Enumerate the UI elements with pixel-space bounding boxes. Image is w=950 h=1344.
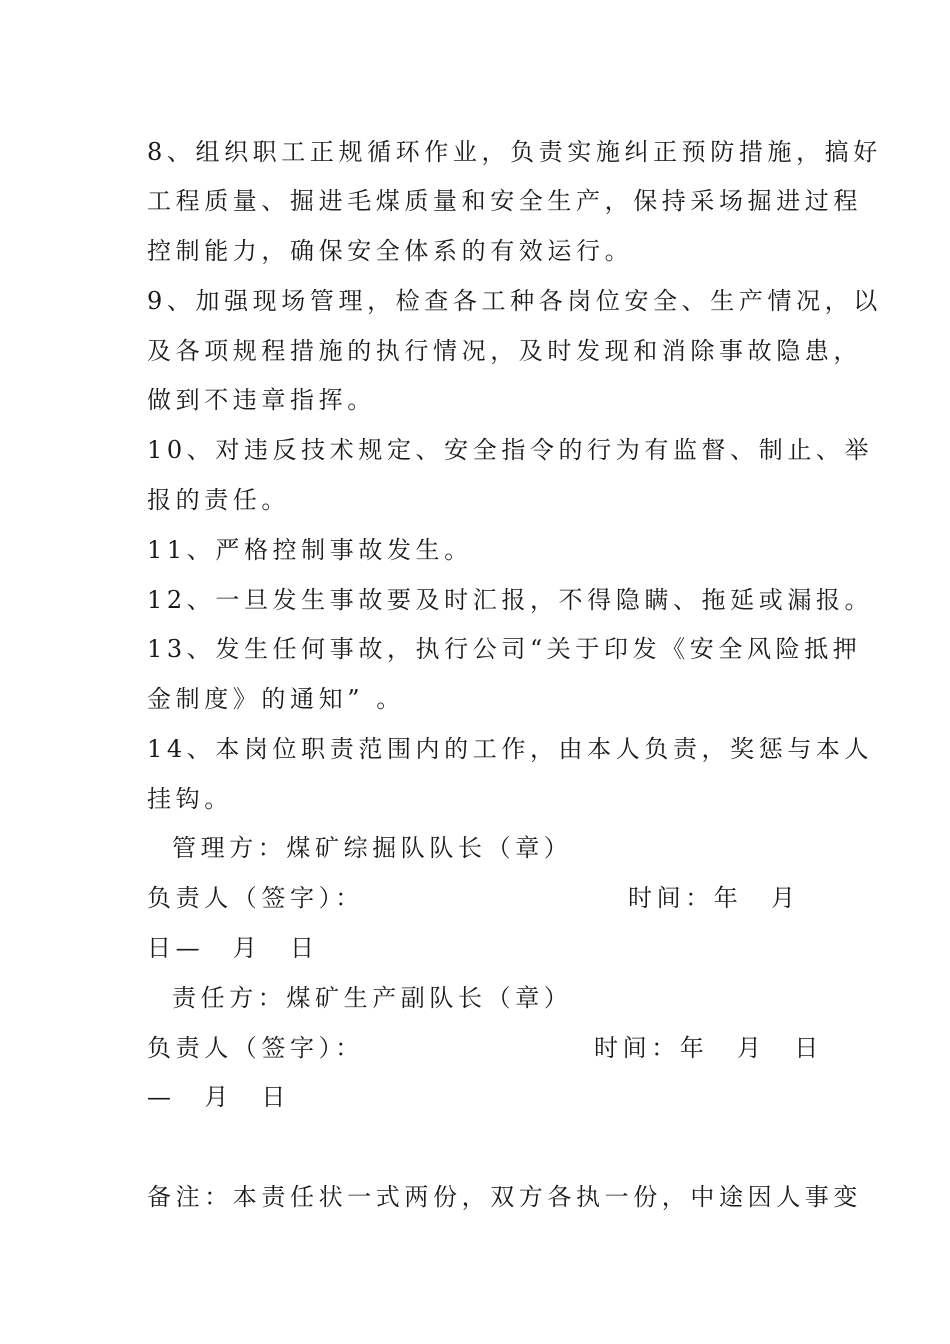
management-time-continued: 日— 月 日 [147,934,319,962]
item-8-line-3: 控制能力，确保安全体系的有效运行。 [147,237,634,265]
responsible-party: 责任方：煤矿生产副队长（章） [172,984,573,1012]
management-time: 时间：年 月 [628,884,800,912]
management-signer-label: 负责人（签字）： [147,884,364,912]
remark-note: 备注：本责任状一式两份，双方各执一份，中途因人事变 [147,1183,862,1211]
item-13-line-1: 13、发生任何事故，执行公司“关于印发《安全风险抵押 [147,635,862,663]
management-party: 管理方：煤矿综掘队队长（章） [172,834,573,862]
item-11-line-1: 11、严格控制事故发生。 [147,536,473,564]
responsible-time: 时间：年 月 日 [594,1034,823,1062]
item-8-line-2: 工程质量、掘进毛煤质量和安全生产，保持采场掘进过程 [147,187,862,215]
responsible-time-continued: — 月 日 [147,1083,290,1111]
item-14-line-1: 14、本岗位职责范围内的工作，由本人负责，奖惩与本人 [147,735,874,763]
item-10-line-2: 报的责任。 [147,486,290,514]
item-8-line-1: 8、组织职工正规循环作业，负责实施纠正预防措施，搞好 [147,138,882,166]
item-10-line-1: 10、对违反技术规定、安全指令的行为有监督、制止、举 [147,436,874,464]
item-9-line-1: 9、加强现场管理，检查各工种各岗位安全、生产情况，以 [147,287,882,315]
item-12-line-1: 12、一旦发生事故要及时汇报，不得隐瞒、拖延或漏报。 [147,586,874,614]
item-13-line-2: 金制度》的通知” 。 [147,685,405,713]
item-14-line-2: 挂钩。 [147,785,233,813]
responsible-signer-label: 负责人（签字）： [147,1034,364,1062]
item-9-line-2: 及各项规程措施的执行情况，及时发现和消除事故隐患， [147,337,862,365]
item-9-line-3: 做到不违章指挥。 [147,386,376,414]
